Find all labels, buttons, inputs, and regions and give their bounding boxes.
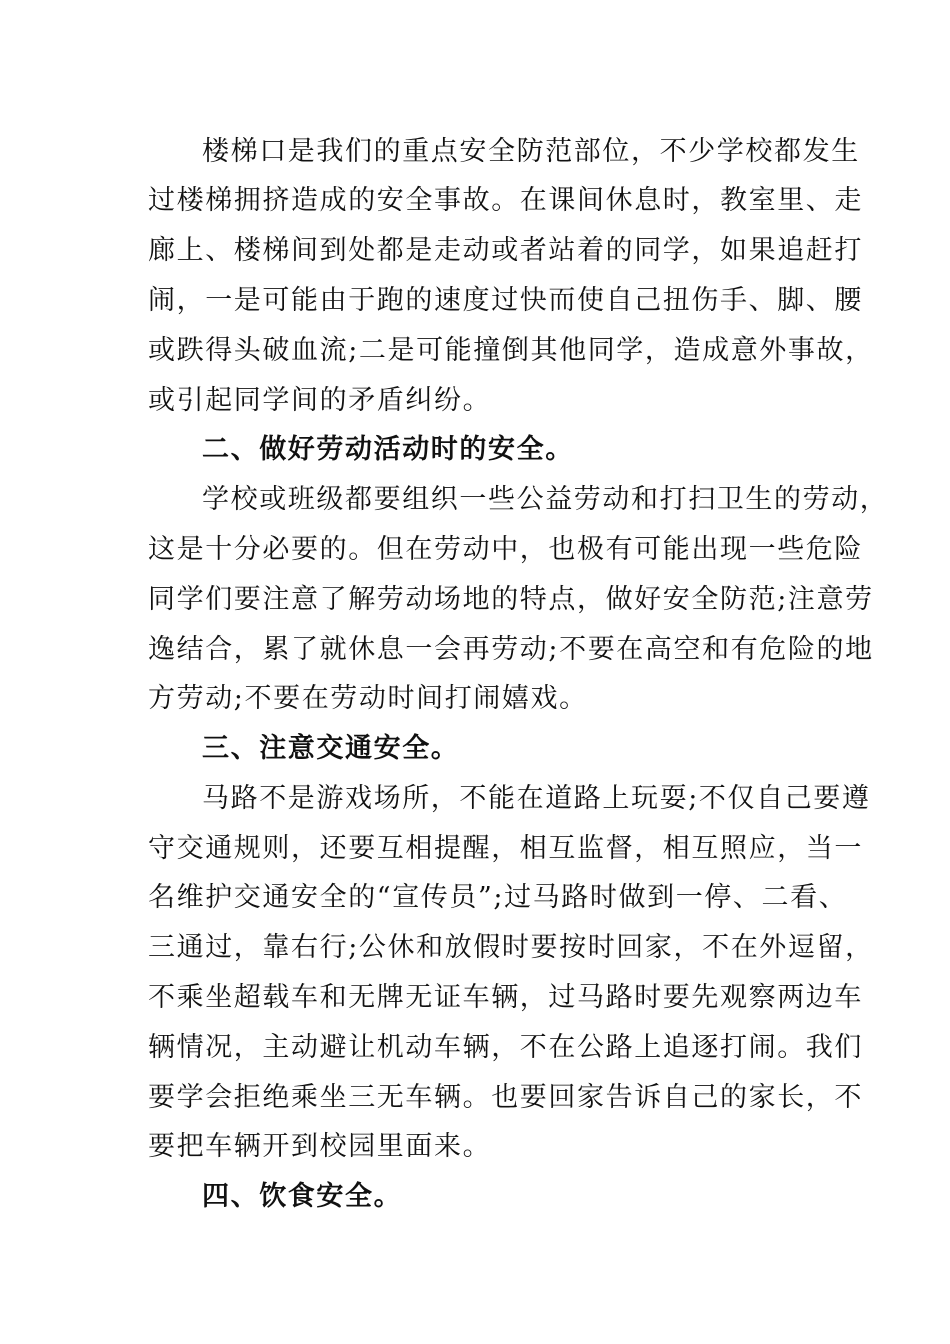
paragraph-line: 过楼梯拥挤造成的安全事故。在课间休息时，教室里、走 bbox=[148, 185, 863, 216]
section-heading: 二、做好劳动活动时的安全。 bbox=[202, 434, 574, 465]
paragraph-line: 廊上、楼梯间到处都是走动或者站着的同学，如果追赶打 bbox=[148, 235, 863, 266]
paragraph-line: 这是十分必要的。但在劳动中，也极有可能出现一些危险 bbox=[148, 534, 863, 565]
paragraph-line: 三通过，靠右行;公休和放假时要按时回家，不在外逗留， bbox=[148, 932, 874, 963]
paragraph-line: 学校或班级都要组织一些公益劳动和打扫卫生的劳动， bbox=[202, 484, 889, 515]
section-heading: 四、饮食安全。 bbox=[202, 1181, 403, 1212]
paragraph-line: 守交通规则，还要互相提醒，相互监督，相互照应，当一 bbox=[148, 833, 863, 864]
paragraph-line: 同学们要注意了解劳动场地的特点，做好安全防范;注意劳 bbox=[148, 584, 874, 615]
paragraph-line: 不乘坐超载车和无牌无证车辆，过马路时要先观察两边车 bbox=[148, 982, 863, 1013]
paragraph-line: 马路不是游戏场所，不能在道路上玩耍;不仅自己要遵 bbox=[202, 783, 871, 814]
section-heading: 三、注意交通安全。 bbox=[202, 733, 460, 764]
paragraph-line: 或引起同学间的矛盾纠纷。 bbox=[148, 385, 492, 416]
paragraph-line: 要学会拒绝乘坐三无车辆。也要回家告诉自己的家长，不 bbox=[148, 1082, 863, 1113]
paragraph-line: 要把车辆开到校园里面来。 bbox=[148, 1131, 492, 1162]
paragraph-line: 方劳动;不要在劳动时间打闹嬉戏。 bbox=[148, 683, 588, 714]
paragraph-line: 辆情况，主动避让机动车辆，不在公路上追逐打闹。我们 bbox=[148, 1032, 863, 1063]
paragraph-line: 楼梯口是我们的重点安全防范部位，不少学校都发生 bbox=[202, 136, 860, 167]
paragraph-line: 或跌得头破血流;二是可能撞倒其他同学，造成意外事故， bbox=[148, 335, 874, 366]
paragraph-line: 闹，一是可能由于跑的速度过快而使自己扭伤手、脚、腰 bbox=[148, 285, 863, 316]
paragraph-line: 逸结合，累了就休息一会再劳动;不要在高空和有危险的地 bbox=[148, 634, 874, 665]
paragraph-line: 名维护交通安全的“宣传员”;过马路时做到一停、二看、 bbox=[148, 882, 848, 913]
